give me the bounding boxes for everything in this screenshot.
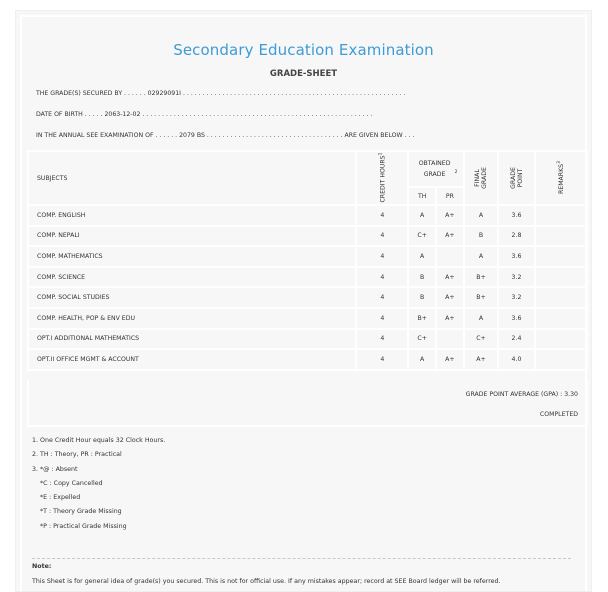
header-final-grade-line1: FINAL bbox=[473, 169, 481, 187]
cell-subject: OPT.I ADDITIONAL MATHEMATICS bbox=[28, 329, 356, 350]
cell-pr bbox=[436, 246, 464, 267]
header-remarks-sup: 3 bbox=[557, 161, 563, 165]
cell-subject: COMP. HEALTH, POP & ENV EDU bbox=[28, 308, 356, 329]
cell-pr: A+ bbox=[436, 226, 464, 247]
cell-pr bbox=[436, 329, 464, 350]
footnote-item: 2. TH : Theory, PR : Practical bbox=[32, 451, 122, 459]
cell-th: B bbox=[408, 267, 436, 288]
table-row bbox=[28, 308, 587, 329]
header-final-grade bbox=[464, 151, 499, 205]
cell-th: C+ bbox=[408, 329, 436, 350]
footnotes bbox=[32, 434, 165, 534]
cell-subject: OPT.II OFFICE MGMT & ACCOUNT bbox=[28, 349, 356, 370]
header-obtained-grade bbox=[408, 151, 463, 187]
cell-pr: A+ bbox=[436, 349, 464, 370]
footnote-item: *C : Copy Cancelled bbox=[40, 479, 103, 487]
page-title: Secondary Education Examination bbox=[173, 41, 434, 59]
cell-final: B+ bbox=[464, 287, 499, 308]
header-grade-point-line1: GRADE bbox=[509, 167, 517, 189]
table-row bbox=[28, 246, 587, 267]
footnote-item: 1. One Credit Hour equals 32 Clock Hours. bbox=[32, 437, 166, 444]
cell-final: A bbox=[464, 308, 499, 329]
table-row bbox=[28, 329, 587, 350]
cell-credit: 4 bbox=[356, 329, 408, 350]
cell-remarks bbox=[535, 246, 587, 267]
cell-gp: 3.6 bbox=[498, 205, 534, 226]
cell-remarks bbox=[535, 267, 587, 288]
page-subtitle: GRADE-SHEET bbox=[269, 69, 338, 79]
cell-subject: COMP. SCIENCE bbox=[28, 267, 356, 288]
gpa-summary bbox=[27, 380, 588, 427]
cell-pr: A+ bbox=[436, 205, 464, 226]
grade-sheet-inner bbox=[20, 15, 587, 591]
cell-remarks bbox=[535, 349, 587, 370]
note-text: This Sheet is for general idea of grade(s) you secured. This is not for official use. If any mistakes appear; record at SEE Board ledger will be referred. bbox=[32, 578, 501, 585]
cell-th: B bbox=[408, 287, 436, 308]
cell-gp: 2.4 bbox=[498, 329, 534, 350]
cell-th: A bbox=[408, 205, 436, 226]
date-of-birth-line: DATE OF BIRTH . . . . . 2063-12-02 . . . . . . . . . . . . . . . . . . . . . . . . . . . . . . . . . . . . . . . . . . . . . . . . . . . . . . . . . . . bbox=[36, 111, 373, 118]
footnote-item: *T : Theory Grade Missing bbox=[40, 508, 122, 516]
cell-credit: 4 bbox=[356, 226, 408, 247]
cell-gp: 3.6 bbox=[498, 308, 534, 329]
table-row bbox=[28, 226, 587, 247]
cell-remarks bbox=[535, 329, 587, 350]
header-obtained-grade-label: OBTAINED GRADE bbox=[418, 160, 451, 178]
cell-final: C+ bbox=[464, 329, 499, 350]
header-th: TH bbox=[408, 187, 436, 205]
cell-pr: A+ bbox=[436, 287, 464, 308]
cell-th: B+ bbox=[408, 308, 436, 329]
cell-subject: COMP. SOCIAL STUDIES bbox=[28, 287, 356, 308]
header-credit-sup: 1 bbox=[378, 152, 384, 156]
table-row bbox=[28, 349, 587, 370]
header-pr: PR bbox=[436, 187, 464, 205]
divider bbox=[32, 558, 571, 559]
grade-sheet-panel bbox=[15, 10, 592, 592]
table-row bbox=[28, 267, 587, 288]
cell-remarks bbox=[535, 226, 587, 247]
grades-table bbox=[27, 150, 588, 371]
cell-gp: 4.0 bbox=[498, 349, 534, 370]
footnote-item: 3. *@ : Absent bbox=[32, 465, 78, 473]
footnote-item: *P : Practical Grade Missing bbox=[40, 522, 127, 530]
cell-final: B bbox=[464, 226, 499, 247]
header-remarks bbox=[535, 151, 587, 205]
secured-by-line: THE GRADE(S) SECURED BY . . . . . . 02929091I . . . . . . . . . . . . . . . . . . . . . . . . . . . . . . . . . . . . . . . . . . . . . . . . . . . . . . . . . bbox=[36, 90, 406, 97]
cell-subject: COMP. ENGLISH bbox=[28, 205, 356, 226]
cell-credit: 4 bbox=[356, 267, 408, 288]
cell-credit: 4 bbox=[356, 308, 408, 329]
table-row bbox=[28, 287, 587, 308]
note-label: Note: bbox=[32, 563, 52, 570]
header-remarks-label: REMARKS bbox=[558, 164, 566, 195]
header-credit-hours bbox=[356, 151, 408, 205]
cell-remarks bbox=[535, 308, 587, 329]
cell-credit: 4 bbox=[356, 349, 408, 370]
cell-pr: A+ bbox=[436, 308, 464, 329]
header-credit-hours-label: CREDIT HOURS bbox=[379, 155, 387, 204]
header-subjects: SUBJECTS bbox=[28, 151, 356, 205]
cell-gp: 2.8 bbox=[498, 226, 534, 247]
cell-subject: COMP. MATHEMATICS bbox=[28, 246, 356, 267]
cell-th: C+ bbox=[408, 226, 436, 247]
header-obtained-sup: 2 bbox=[454, 169, 458, 175]
cell-final: B+ bbox=[464, 267, 499, 288]
footnote-item: *E : Expelled bbox=[40, 494, 81, 502]
cell-credit: 4 bbox=[356, 205, 408, 226]
cell-credit: 4 bbox=[356, 246, 408, 267]
exam-year-line: IN THE ANNUAL SEE EXAMINATION OF . . . . . . 2079 BS . . . . . . . . . . . . . . . . . . . . . . . . . . . . . . . . . . . ARE GIVEN BELOW . . . bbox=[36, 132, 415, 139]
header-grade-point bbox=[498, 151, 534, 205]
cell-gp: 3.2 bbox=[498, 287, 534, 308]
header-final-grade-line2: GRADE bbox=[480, 167, 488, 189]
cell-credit: 4 bbox=[356, 287, 408, 308]
cell-pr: A+ bbox=[436, 267, 464, 288]
gpa-value: GRADE POINT AVERAGE (GPA) : 3.30 bbox=[465, 391, 578, 398]
cell-subject: COMP. NEPALI bbox=[28, 226, 356, 247]
cell-final: A bbox=[464, 205, 499, 226]
header-grade-point-line2: POINT bbox=[516, 168, 524, 188]
cell-th: A bbox=[408, 349, 436, 370]
cell-gp: 3.6 bbox=[498, 246, 534, 267]
cell-final: A bbox=[464, 246, 499, 267]
cell-gp: 3.2 bbox=[498, 267, 534, 288]
cell-remarks bbox=[535, 205, 587, 226]
cell-final: A+ bbox=[464, 349, 499, 370]
status-text: COMPLETED bbox=[539, 411, 578, 418]
cell-remarks bbox=[535, 287, 587, 308]
cell-th: A bbox=[408, 246, 436, 267]
table-row bbox=[28, 205, 587, 226]
